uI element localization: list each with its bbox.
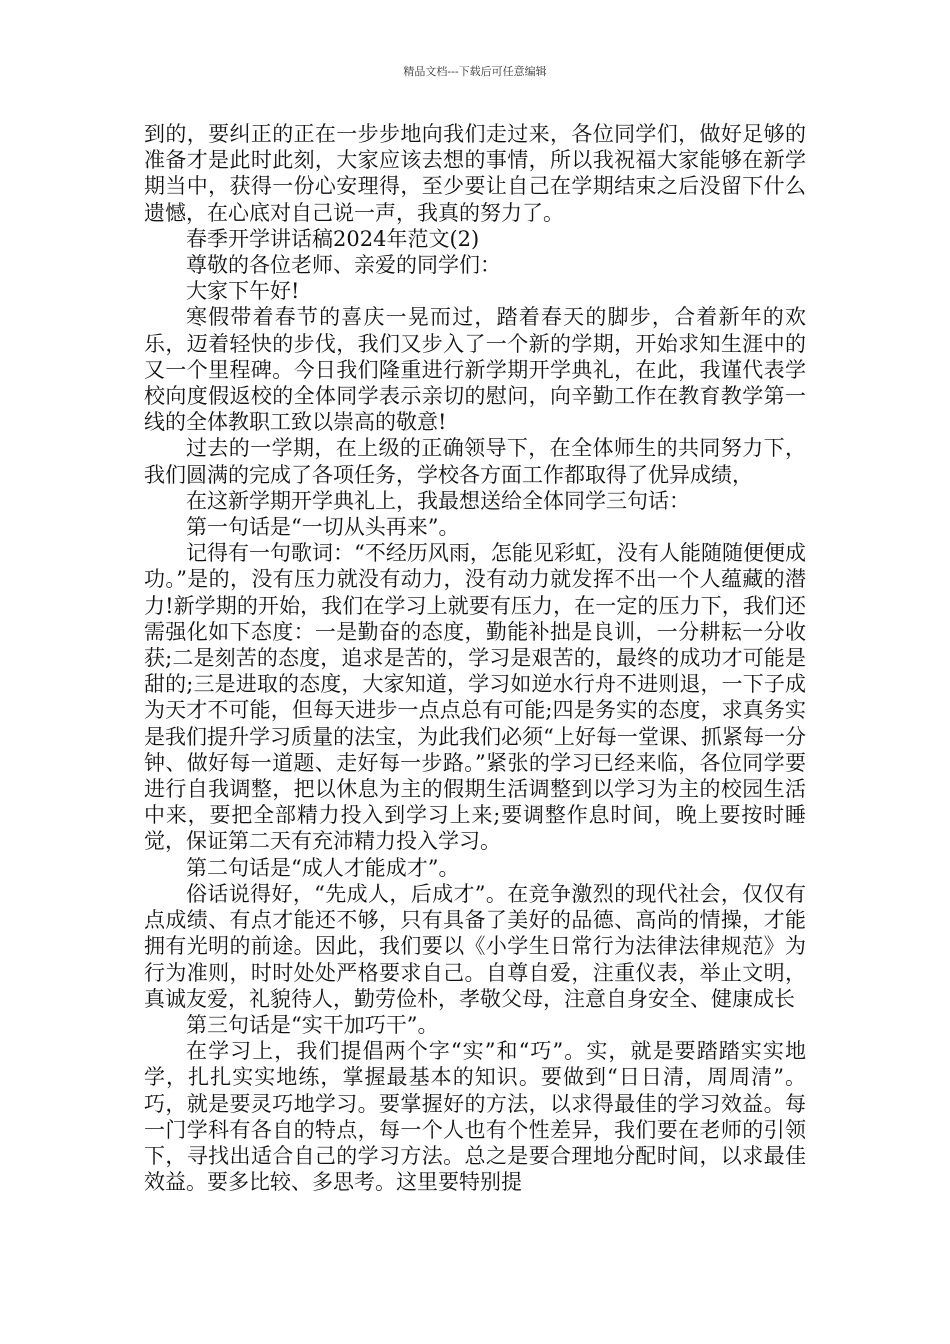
point-heading-2: 第二句话是“成人才能成才”。 xyxy=(186,855,460,880)
paragraph: 在这新学期开学典礼上，我最想送给全体同学三句话： xyxy=(186,488,690,513)
section-title: 春季开学讲话稿2024年范文(2) xyxy=(186,226,480,251)
paragraph: 寒假带着春节的喜庆一晃而过，踏着春天的脚步，合着新年的欢乐，迈着轻快的步伐，我们又步入了一个新的学期，开始求知生涯中的又一个里程碑。今日我们隆重进行新学期开学典礼，在此，我谨代表学校向度假返校的全体同学表示亲切的慰问，向辛勤工作在教育教学第一线的全体教职工致以崇高的敬意! xyxy=(144,305,806,435)
paragraph: 在学习上，我们提倡两个字“实”和“巧”。实，就是要踏踏实实地学，扎扎实实地练，掌握最基本的知识。要做到“日日清，周周清”。巧，就是要灵巧地学习。要掌握好的方法，以求得最佳的学习效益。每一门学科有各自的特点，每一个人也有个性差异，我们要在老师的引领下，寻找出适合自己的学习方法。总之是要合理地分配时间，以求最佳效益。要多比较、多思考。这里要特别提 xyxy=(144,1039,806,1195)
salutation: 尊敬的各位老师、亲爱的同学们： xyxy=(186,253,501,278)
point-heading-3: 第三句话是“实干加巧干”。 xyxy=(186,1012,439,1037)
greeting: 大家下午好! xyxy=(186,279,300,304)
paragraph: 俗话说得好，“先成人，后成才”。在竞争激烈的现代社会，仅仅有点成绩、有点才能还不够，只有具备了美好的品德、高尚的情操，才能拥有光明的前途。因此，我们要以《小学生日常行为法律法律规范》为行为准则，时时处处严格要求自己。自尊自爱，注重仪表，举止文明，真诚友爱，礼貌待人，勤劳俭朴，孝敬父母，注意自身安全、健康成长 xyxy=(144,881,806,1011)
paragraph: 记得有一句歌词：“不经历风雨，怎能见彩虹，没有人能随随便便成功。”是的，没有压力就没有动力，没有动力就发挥不出一个人蕴藏的潜力!新学期的开始，我们在学习上就要有压力，在一定的压力下，我们还需强化如下态度：一是勤奋的态度，勤能补拙是良训，一分耕耘一分收获;二是刻苦的态度，追求是苦的，学习是艰苦的，最终的成功才可能是甜的;三是进取的态度，大家知道，学习如逆水行舟不进则退，一下子成为天才不可能，但每天进步一点点总有可能;四是务实的态度，求真务实是我们提升学习质量的法宝，为此我们必须“上好每一堂课、抓紧每一分钟、做好每一道题、走好每一步路。”紧张的学习已经来临，各位同学要进行自我调整，把以休息为主的假期生活调整到以学习为主的校园生活中来，要把全部精力投入到学习上来;要调整作息时间，晚上要按时睡觉，保证第二天有充沛精力投入学习。 xyxy=(144,541,806,854)
point-heading-1: 第一句话是“一切从头再来”。 xyxy=(186,515,460,540)
page-header: 精品文档---下载后可任意编辑 xyxy=(403,65,547,78)
paragraph-continuation: 到的，要纠正的正在一步步地向我们走过来，各位同学们，做好足够的准备才是此时此刻，大家应该去想的事情，所以我祝福大家能够在新学期当中，获得一份心安理得，至少要让自己在学期结束之后没留下什么遗憾，在心底对自己说一声，我真的努力了。 xyxy=(144,122,806,225)
paragraph: 过去的一学期，在上级的正确领导下，在全体师生的共同努力下，我们圆满的完成了各项任务，学校各方面工作都取得了优异成绩， xyxy=(144,436,806,487)
document-body xyxy=(144,121,806,1195)
